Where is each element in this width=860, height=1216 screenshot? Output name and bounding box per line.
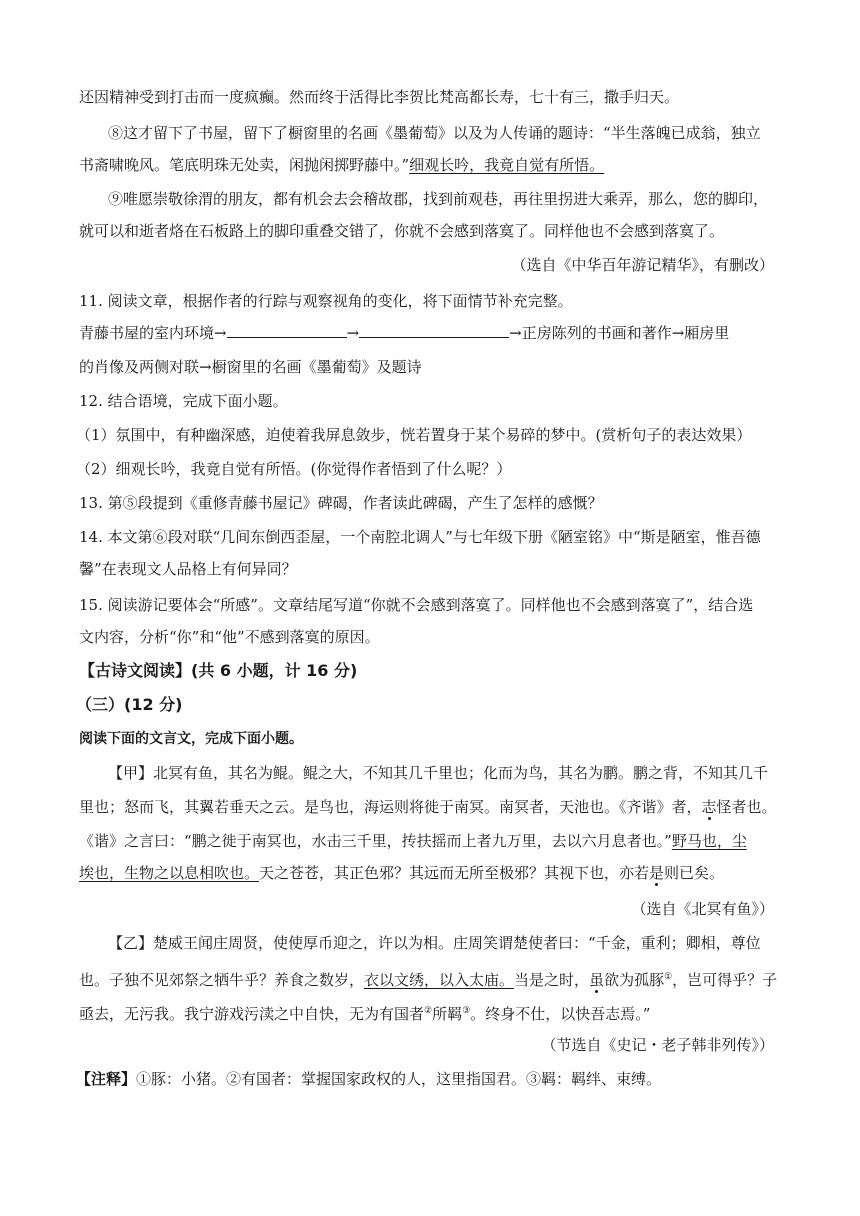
text-yi-line-3 — [79, 1000, 650, 1025]
q11-start-text: 青藤书屋的室内环境→ — [79, 324, 227, 342]
question-14-line-1: 14. 本文第⑥段对联“几间东倒西歪屋，一个南腔北调人”与七年级下册《陋室铭》中“斯是陋室，惟吾德 — [79, 528, 761, 546]
question-14-line-2: 馨”在表现文人品格上有何异同？ — [79, 560, 297, 578]
underlined-sentence: 细观长吟，我竟自觉有所悟。 — [409, 156, 605, 174]
answer-blank-1[interactable] — [227, 323, 347, 338]
text-jia-source: （选自《北冥有鱼》） — [631, 900, 774, 918]
footnote-marker-1: ① — [664, 972, 673, 982]
section-part: （三）(12 分) — [76, 695, 183, 714]
underlined-sentence-yi: 衣以文绣，以入太庙。 — [364, 971, 515, 989]
paragraph-8-line-1: ⑧这才留下了书屋，留下了橱窗里的名画《墨葡萄》以及为人传诵的题诗：“半生落魄已成翁，独立 — [108, 124, 761, 142]
notes-label: 【注释】 — [76, 1070, 137, 1088]
text-yi-2d: ，岂可得乎？子 — [672, 971, 778, 989]
underlined-sentence-jia-1: 野马也，尘 — [671, 832, 747, 850]
text-jia-2b: 怪者也。 — [716, 798, 777, 816]
dotted-char-sui: 虽 — [589, 971, 605, 989]
question-15-line-2: 文内容，分析“你”和“他”不感到落寞的原因。 — [79, 628, 380, 646]
paragraph-9-line-1: ⑨唯愿崇敬徐渭的朋友，都有机会去会稽故郡，找到前观巷，再往里拐进大乘弄，那么，您的脚印， — [108, 190, 769, 208]
question-12-part-2: （2）细观长吟，我竟自觉有所悟。(你觉得作者悟到了什么呢？） — [76, 460, 512, 478]
question-12-title: 12. 结合语境，完成下面小题。 — [79, 392, 288, 410]
dotted-char-shi: 是 — [649, 864, 665, 882]
question-11-line-1 — [79, 322, 729, 344]
question-13: 13. 第⑤段提到《重修青藤书屋记》碑碣，作者读此碑碣，产生了怎样的感慨？ — [79, 494, 603, 512]
text-jia-line-2 — [79, 796, 777, 818]
footnote-marker-3: ③ — [462, 1006, 471, 1016]
text-jia-3a: 《谐》之言曰：“鹏之徙于南冥也，水击三千里，抟扶摇而上者九万里，去以六月息者也。” — [79, 832, 672, 850]
paragraph-ending-line: 还因精神受到打击而一度疯癫。然而终于活得比李贺比梵高都长寿，七十有三，撒手归天。 — [79, 88, 680, 106]
notes-line — [76, 1068, 661, 1090]
paragraph-9-line-2: 就可以和逝者烙在石板路上的脚印重叠交错了，你就不会感到落寞了。同样他也不会感到落寞了。 — [79, 222, 725, 240]
paragraph-8-text: 书斋啸晚风。笔底明珠无处卖，闲抛闲掷野藤中。” — [79, 156, 410, 174]
question-11-title: 11. 阅读文章，根据作者的行踪与观察视角的变化，将下面情节补充完整。 — [79, 292, 573, 310]
footnote-marker-2: ② — [424, 1006, 433, 1016]
dotted-char-zhi: 志 — [701, 798, 717, 816]
underlined-sentence-jia-2: 埃也，生物之以息相吹也。 — [79, 864, 260, 882]
q11-end-text: →正房陈列的书画和著作→厢房里 — [509, 324, 730, 342]
text-yi-3a: 亟去，无污我。我宁游戏污渎之中自快，无为有国者 — [79, 1005, 425, 1023]
question-15-line-1: 15. 阅读游记要体会“所感”。文章结尾写道“你就不会感到落寞了。同样他也不会感到落寞了”，结合选 — [79, 596, 754, 614]
passage-source: （选自《中华百年游记精华》，有删改） — [511, 256, 774, 274]
notes-text: ①豚：小猪。②有国者：掌握国家政权的人，这里指国君。③羁：羁绊、束缚。 — [136, 1070, 662, 1088]
text-yi-3b: 所羁 — [432, 1005, 463, 1023]
text-jia-4b: 天之苍苍，其正色邪？其远而无所至极邪？其视下也，亦若 — [259, 864, 650, 882]
section-title: 【古诗文阅读】(共 6 小题，计 16 分) — [79, 661, 358, 680]
paragraph-8-line-2 — [79, 154, 604, 176]
text-jia-2a: 里也；怒而飞，其翼若垂天之云。是鸟也，海运则将徙于南冥。南冥者，天池也。《齐谐》者， — [79, 798, 702, 816]
text-yi-2a: 也。子独不见郊祭之牺牛乎？养食之数岁， — [79, 971, 365, 989]
text-yi-line-2 — [79, 966, 777, 991]
text-jia-line-3 — [79, 830, 747, 852]
text-yi-2b: 当是之时， — [514, 971, 590, 989]
section-instruction: 阅读下面的文言文，完成下面小题。 — [79, 731, 303, 747]
text-yi-line-1: 【乙】楚威王闻庄周贤，使使厚币迎之，许以为相。庄周笑谓楚使者曰：“千金，重利；卿相，尊位 — [108, 934, 761, 952]
answer-blank-2[interactable] — [359, 323, 509, 338]
question-12-part-1: （1）氛围中，有种幽深感，迫使着我屏息敛步，恍若置身于某个易碎的梦中。(赏析句子的表达效果） — [76, 426, 752, 444]
text-yi-source: （节选自《史记・老子韩非列传》） — [541, 1036, 774, 1054]
question-11-line-2: 的肖像及两侧对联→橱窗里的名画《墨葡萄》及题诗 — [79, 358, 422, 376]
text-yi-2c: 欲为孤豚 — [604, 971, 665, 989]
text-jia-line-1: 【甲】北冥有鱼，其名为鲲。鲲之大，不知其几千里也；化而为鸟，其名为鹏。鹏之背，不知其几千 — [108, 764, 769, 782]
text-jia-4c: 则已矣。 — [664, 864, 725, 882]
text-jia-line-4 — [79, 862, 724, 884]
q11-arrow: → — [346, 324, 360, 342]
text-yi-3c: 。终身不仕，以快吾志焉。” — [470, 1005, 651, 1023]
